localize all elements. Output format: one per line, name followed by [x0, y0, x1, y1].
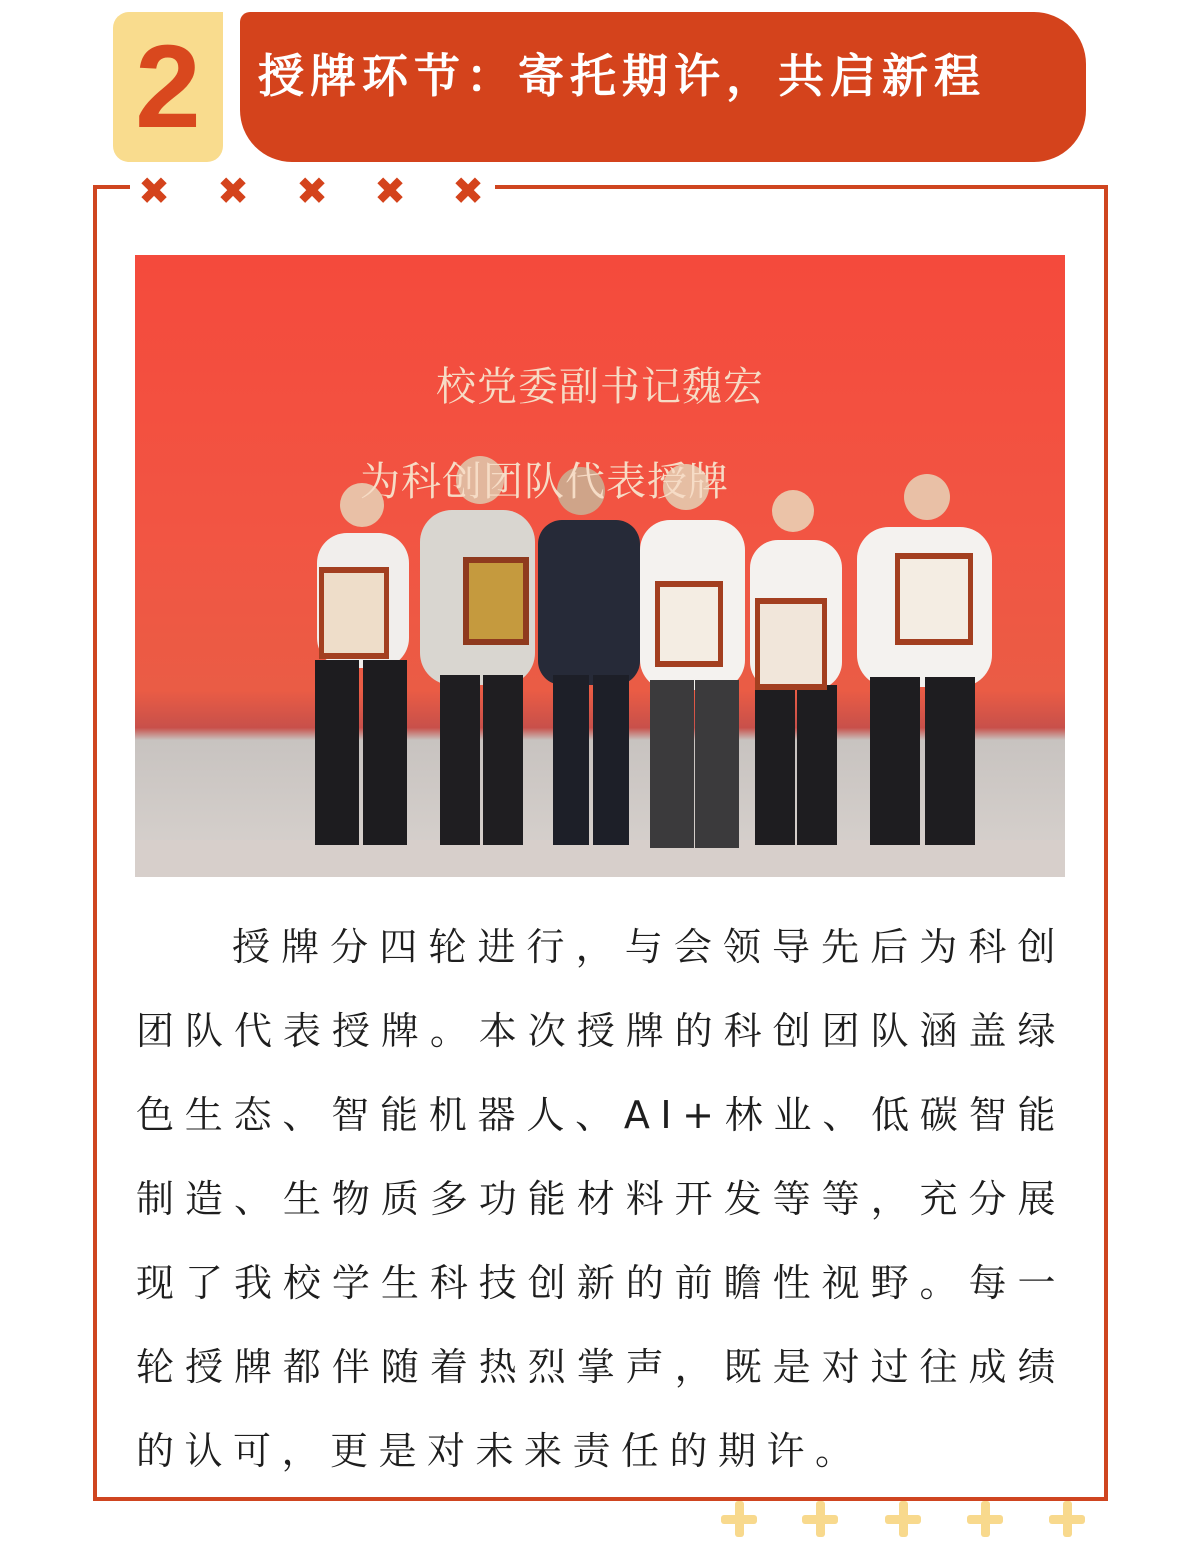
- plus-icon: [800, 1499, 840, 1539]
- photo-scene: [135, 255, 1065, 877]
- screen-caption-line-2: 为科创团队代表授牌: [360, 459, 729, 505]
- cross-icon: ✖: [374, 169, 406, 213]
- award-ceremony-photo: [135, 255, 1065, 877]
- plus-icon: [883, 1499, 923, 1539]
- cross-icon: ✖: [138, 169, 170, 213]
- person-figure: [315, 483, 409, 845]
- screen-caption-line-1: 校党委副书记魏宏: [436, 364, 764, 410]
- section-title-banner: [240, 12, 1086, 162]
- cross-icon: ✖: [217, 169, 249, 213]
- section-title: 授牌环节：寄托期许，共启新程: [258, 49, 986, 103]
- person-figure: [640, 464, 745, 848]
- person-figure: [750, 490, 842, 845]
- person-figure: [857, 474, 992, 845]
- person-figure: [420, 456, 535, 845]
- cross-icon: ✖: [452, 169, 484, 213]
- section-number: 2: [135, 21, 201, 153]
- plus-icon: [965, 1499, 1005, 1539]
- plus-icon: [719, 1499, 759, 1539]
- cross-icon: ✖: [296, 169, 328, 213]
- body-paragraph: 授牌分四轮进行，与会领导先后为科创团队代表授牌。本次授牌的科创团队涵盖绿色生态、智能机器人、AI+林业、低碳智能制造、生物质多功能材料开发等等，充分展现了我校学生科技创新的前瞻性视野。每一轮授牌都伴随着热烈掌声，既是对过往成绩的认可，更是对未来责任的期许。: [136, 925, 1066, 1473]
- person-figure: [538, 467, 640, 845]
- section-number-badge: [113, 12, 223, 162]
- plus-icon: [1047, 1499, 1087, 1539]
